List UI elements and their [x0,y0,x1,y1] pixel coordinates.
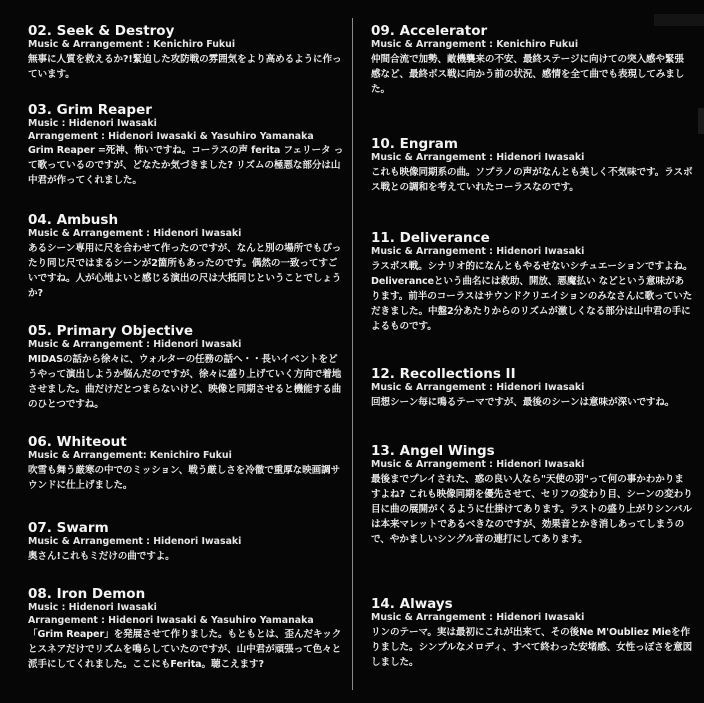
track-title: 04. Ambush [28,212,119,228]
track-title: 02. Seek & Destroy [28,23,175,39]
track-05 [28,323,346,412]
track-credit: Music & Arrangement : Hidenori Iwasaki [28,228,242,239]
track-10 [371,136,693,195]
track-title: 08. Iron Demon [28,586,146,602]
track-04 [28,212,346,301]
track-title: 03. Grim Reaper [28,102,152,118]
track-title: 14. Always [371,596,453,612]
track-description: 回想シーン毎に鳴るテーマですが、最後のシーンは意味が深いですね。 [371,396,675,408]
edge-mark [698,108,704,134]
track-13 [371,443,693,547]
track-09 [371,23,693,97]
track-description: 「Grim Reaper」を発展させて作りました。もともとは、歪んだキックとスネアだけでリズムを鳴らしていたのですが、山中君が頑張って色々と派手にしてくれました。ここにもFerita。聴こえます? [28,629,342,670]
track-credit: Music & Arrangement : Hidenori Iwasaki [371,459,585,470]
track-credit: Music : Hidenori Iwasaki [28,602,157,613]
track-credit: Music : Hidenori Iwasaki [28,118,157,129]
track-credit: Music & Arrangement : Hidenori Iwasaki [371,246,585,257]
track-11 [371,230,693,334]
track-03 [28,102,346,188]
track-08 [28,586,346,672]
track-title: 11. Deliverance [371,230,490,246]
track-description: MIDASの話から徐々に、ウォルターの任務の話へ・・長いイベントをどうやって演出しようか悩んだのですが、徐々に盛り上げていく方向で着地させました。曲だけだとつまらないけど、映像と同期させると機能する曲のひとつですね。 [28,353,342,410]
column-divider [352,18,353,690]
track-title: 07. Swarm [28,520,109,536]
track-12 [371,366,693,410]
track-description: これも映像同期系の曲。ソプラノの声がなんとも美しく不気味です。ラスボス戦との調和を考えていれたコーラスなのです。 [371,166,693,193]
track-credit: Arrangement : Hidenori Iwasaki & Yasuhiro Yamanaka [28,614,314,626]
track-14 [371,596,693,670]
track-credit: Music & Arrangement : Kenichiro Fukui [28,39,236,50]
track-title: 09. Accelerator [371,23,488,39]
track-title: 12. Recollections II [371,366,516,382]
track-credit: Music & Arrangement : Hidenori Iwasaki [371,152,585,163]
track-title: 13. Angel Wings [371,443,495,459]
track-description: 無事に人質を救えるか?!緊迫した攻防戦の雰囲気をより高めるように作っています。 [28,53,342,80]
track-description: ラスボス戦。シナリオ的になんともやるせないシチュエーションですよね。Deliveranceという曲名には救助、開放、悪魔払い などという意味があります。前半のコーラスはサウンドクリエイションのみなさんに歌っていただきました。中盤2分あたりからのリズムが激しくなる部分は山中君の手によるものです。 [371,260,693,332]
track-description: Grim Reaper =死神、怖いですね。コーラスの声 ferita フェリータ って歌っているのですが、どなたか気づきました? リズムの極悪な部分は山中君が作ってくれました。 [28,145,344,186]
track-title: 10. Engram [371,136,458,152]
track-credit: Music & Arrangement : Kenichiro Fukui [371,39,579,50]
track-description: 仲間合流で加勢、敵機襲来の不安、最終ステージに向けての突入感や緊張感など、最終ボス戦に向かう前の状況、感情を全て曲でも表現してみました。 [371,53,685,95]
track-07 [28,520,346,564]
track-credit: Music & Arrangement : Hidenori Iwasaki [28,536,242,547]
track-description: 最後までプレイされた、惑の良い人なら"天使の羽"って何の事かわかりますよね? これも映像同期を優先させて、セリフの変わり目、シーンの変わり目に曲の展開がくるように仕掛けてあります。ラストの盛り上がりシンバルは本来マレットであるべきなのですが、効果音とかき消しあってしまうので、やかましいシングル音の連打にしてあります。 [371,473,693,545]
track-description: 奥さん!これもミだけの曲ですよ。 [28,550,175,562]
track-credit: Music & Arrangement : Hidenori Iwasaki [371,612,585,623]
track-02 [28,23,346,82]
track-06 [28,434,346,493]
track-title: 06. Whiteout [28,434,127,450]
track-description: 吹雪も舞う厳寒の中でのミッション、戦う厳しさを冷徹で重厚な映画調サウンドに仕上げました。 [28,464,341,491]
track-credit: Music & Arrangement : Hidenori Iwasaki [28,339,242,350]
track-description: あるシーン専用に尺を合わせて作ったのですが、なんと別の場所でもぴったり同じ尺ではまるシーンが2箇所もあったのです。偶然の一致ってすごいですね。人が心地よいと感じる演出の尺は大抵同じということでしょうか? [28,242,342,299]
track-title: 05. Primary Objective [28,323,194,339]
track-credit: Music & Arrangement: Kenichiro Fukui [28,450,232,461]
track-description: リンのテーマ。実は最初にこれが出来て、その後Ne M'Oubliez Mieを作りました。シンプルなメロディ、すべて終わった安堵感、女性っぽさを意図しました。 [371,626,693,668]
track-credit: Arrangement : Hidenori Iwasaki & Yasuhiro Yamanaka [28,130,314,142]
track-credit: Music & Arrangement : Hidenori Iwasaki [371,382,585,393]
